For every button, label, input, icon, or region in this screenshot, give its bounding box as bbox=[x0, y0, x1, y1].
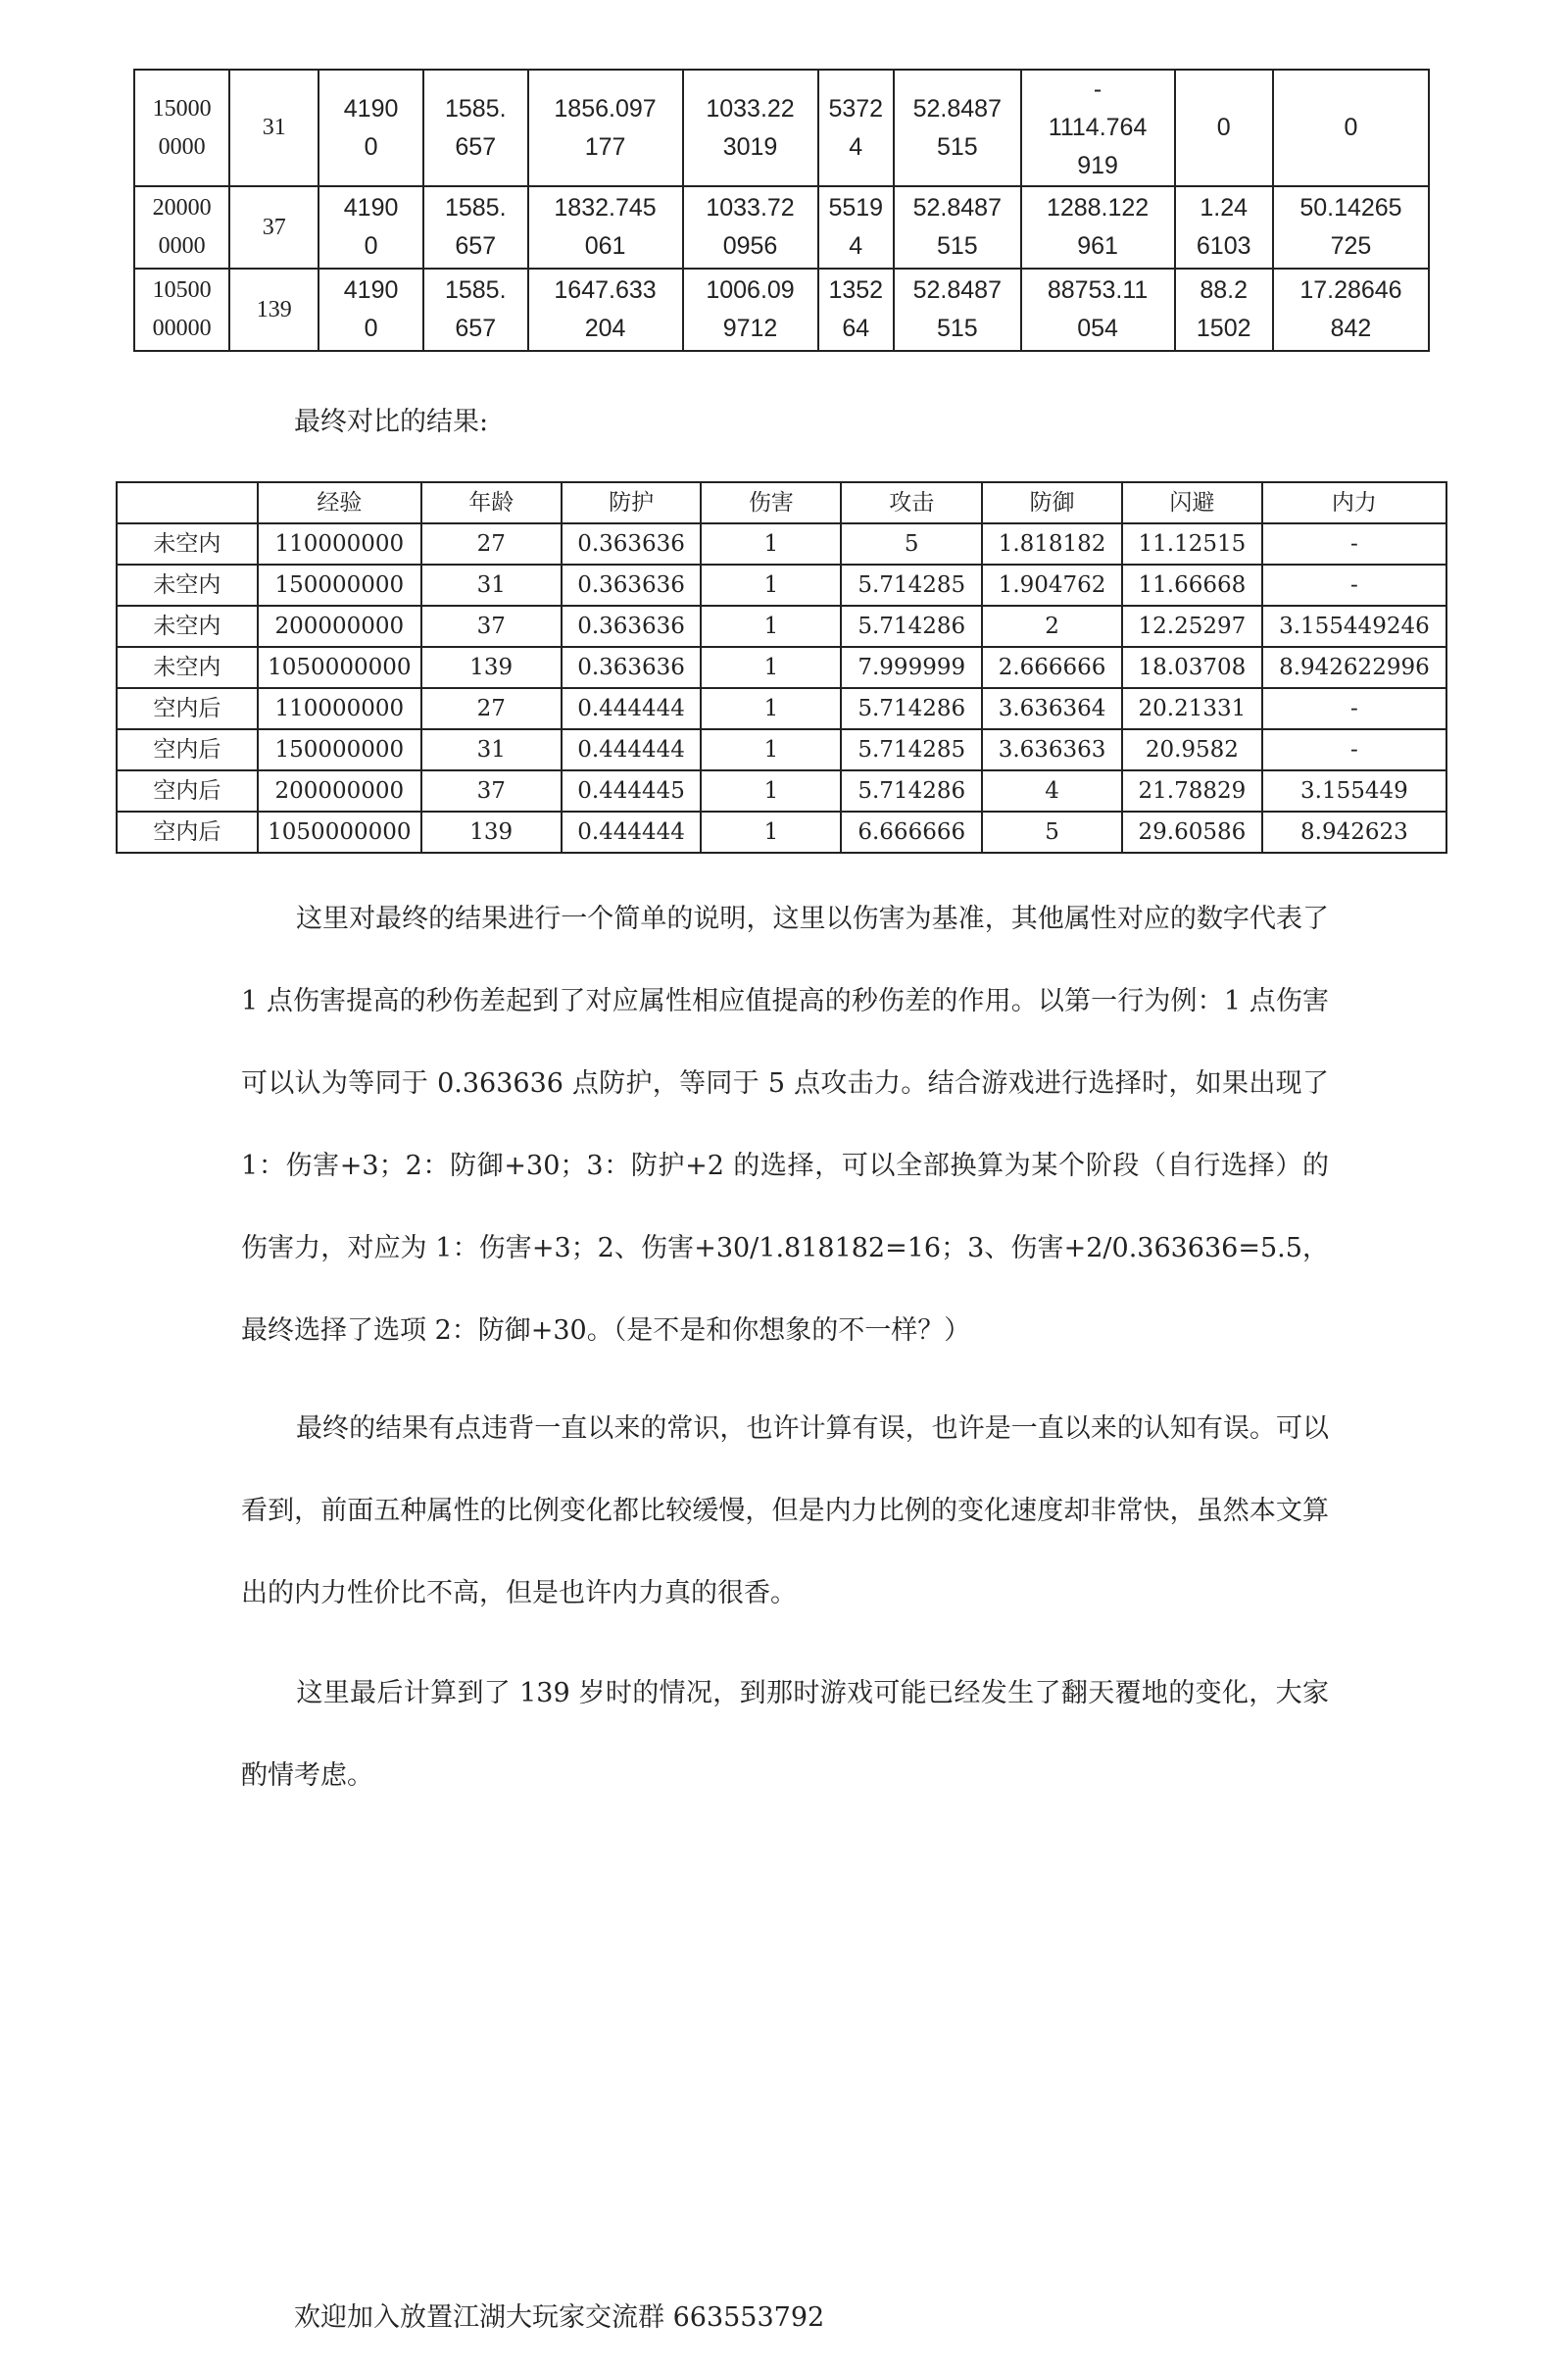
table-cell: 150000000 bbox=[258, 729, 421, 770]
table-cell: 1288.122 961 bbox=[1021, 186, 1175, 269]
table-cell: 1 bbox=[701, 565, 841, 606]
table-cell: 37 bbox=[421, 770, 562, 812]
table-cell: 1050000000 bbox=[258, 812, 421, 853]
table-cell: 0.363636 bbox=[562, 565, 702, 606]
table-cell: 2.666666 bbox=[982, 647, 1122, 688]
table-cell: 52.8487 515 bbox=[894, 70, 1021, 186]
table-cell: 1.24 6103 bbox=[1175, 186, 1273, 269]
table-row bbox=[134, 269, 1429, 351]
table-cell: 空内后 bbox=[117, 688, 258, 729]
table-cell: 15000 0000 bbox=[134, 70, 229, 186]
table-cell: 1 bbox=[701, 688, 841, 729]
table-cell: 4 bbox=[982, 770, 1122, 812]
table-cell: 1 bbox=[701, 606, 841, 647]
table-cell: 5372 4 bbox=[818, 70, 894, 186]
table-cell: 4190 0 bbox=[318, 269, 423, 351]
table-cell: 8.942623 bbox=[1262, 812, 1446, 853]
table-cell: 139 bbox=[421, 647, 562, 688]
table-cell: 5.714286 bbox=[841, 688, 982, 729]
table-cell: 1585. 657 bbox=[423, 70, 528, 186]
table-cell: 1352 64 bbox=[818, 269, 894, 351]
table-cell: 200000000 bbox=[258, 770, 421, 812]
table-cell: 29.60586 bbox=[1122, 812, 1262, 853]
table-cell: 20.21331 bbox=[1122, 688, 1262, 729]
table-cell: 1585. 657 bbox=[423, 269, 528, 351]
table-cell: 1 bbox=[701, 812, 841, 853]
table-cell: 11.66668 bbox=[1122, 565, 1262, 606]
column-header: 防护 bbox=[562, 482, 702, 523]
table-cell: 88753.11 054 bbox=[1021, 269, 1175, 351]
column-header: 防御 bbox=[982, 482, 1122, 523]
table-row bbox=[117, 647, 1446, 688]
table-cell: 0.444444 bbox=[562, 729, 702, 770]
paragraph-observation: 最终的结果有点违背一直以来的常识，也许计算有误，也许是一直以来的认知有误。可以看到，前面五种属性的比例变化都比较缓慢，但是内力比例的变化速度却非常快，虽然本文算出的内力性价比不高，但是也许内力真的很香。 bbox=[241, 1413, 1329, 1608]
table-cell: 31 bbox=[421, 729, 562, 770]
table-cell: 1033.72 0956 bbox=[683, 186, 818, 269]
table-cell: 139 bbox=[421, 812, 562, 853]
table-cell: 空内后 bbox=[117, 770, 258, 812]
table-cell: 5.714286 bbox=[841, 606, 982, 647]
column-header: 经验 bbox=[258, 482, 421, 523]
table-row bbox=[117, 606, 1446, 647]
table-row bbox=[117, 688, 1446, 729]
table-cell: 27 bbox=[421, 688, 562, 729]
table-row bbox=[134, 70, 1429, 186]
table-cell: 1832.745 061 bbox=[528, 186, 683, 269]
table-cell: 5.714285 bbox=[841, 729, 982, 770]
table-cell: 88.2 1502 bbox=[1175, 269, 1273, 351]
table-cell: 0.444444 bbox=[562, 812, 702, 853]
table-row bbox=[117, 729, 1446, 770]
table-cell: 0 bbox=[1273, 70, 1429, 186]
table-cell: 未空内 bbox=[117, 565, 258, 606]
table-cell: 8.942622996 bbox=[1262, 647, 1446, 688]
table-cell: 1647.633 204 bbox=[528, 269, 683, 351]
table-cell: 139 bbox=[229, 269, 318, 351]
table-cell: 1050000000 bbox=[258, 647, 421, 688]
table-cell: 3.636364 bbox=[982, 688, 1122, 729]
table-cell: 3.155449 bbox=[1262, 770, 1446, 812]
table-cell: 5.714285 bbox=[841, 565, 982, 606]
table-row bbox=[117, 770, 1446, 812]
table-cell: 1856.097 177 bbox=[528, 70, 683, 186]
column-header: 闪避 bbox=[1122, 482, 1262, 523]
footer-group-invite: 欢迎加入放置江湖大玩家交流群 663553792 bbox=[294, 2302, 825, 2333]
table-cell: 12.25297 bbox=[1122, 606, 1262, 647]
table-row bbox=[117, 565, 1446, 606]
column-header bbox=[117, 482, 258, 523]
table-cell: 110000000 bbox=[258, 523, 421, 565]
table-header-row bbox=[117, 482, 1446, 523]
comparison-table bbox=[116, 481, 1447, 854]
table-cell: 4190 0 bbox=[318, 70, 423, 186]
table-cell: 0.444444 bbox=[562, 688, 702, 729]
column-header: 内力 bbox=[1262, 482, 1446, 523]
table-cell: 6.666666 bbox=[841, 812, 982, 853]
table-cell: 未空内 bbox=[117, 523, 258, 565]
table-cell: - 1114.764 919 bbox=[1021, 70, 1175, 186]
column-header: 攻击 bbox=[841, 482, 982, 523]
table-cell: 1 bbox=[701, 647, 841, 688]
table-cell: 7.999999 bbox=[841, 647, 982, 688]
table-cell: - bbox=[1262, 523, 1446, 565]
table-cell: - bbox=[1262, 565, 1446, 606]
table-cell: 10500 00000 bbox=[134, 269, 229, 351]
section-heading: 最终对比的结果: bbox=[294, 407, 489, 437]
table-cell: 1.818182 bbox=[982, 523, 1122, 565]
table-cell: 3.155449246 bbox=[1262, 606, 1446, 647]
table-cell: 5 bbox=[841, 523, 982, 565]
column-header: 年龄 bbox=[421, 482, 562, 523]
table-cell: 1585. 657 bbox=[423, 186, 528, 269]
table-cell: 37 bbox=[421, 606, 562, 647]
table-cell: 52.8487 515 bbox=[894, 269, 1021, 351]
paragraph-conclusion: 这里最后计算到了 139 岁时的情况，到那时游戏可能已经发生了翻天覆地的变化，大家酌情考虑。 bbox=[241, 1678, 1329, 1791]
table-cell: 50.14265 725 bbox=[1273, 186, 1429, 269]
table-row bbox=[117, 812, 1446, 853]
table-cell: 5 bbox=[982, 812, 1122, 853]
table-cell: 4190 0 bbox=[318, 186, 423, 269]
table-cell: 31 bbox=[229, 70, 318, 186]
table-cell: 0 bbox=[1175, 70, 1273, 186]
table-cell: - bbox=[1262, 688, 1446, 729]
table-cell: 20.9582 bbox=[1122, 729, 1262, 770]
table-cell: 37 bbox=[229, 186, 318, 269]
table-cell: 200000000 bbox=[258, 606, 421, 647]
table-cell: 3.636363 bbox=[982, 729, 1122, 770]
table-cell: 1 bbox=[701, 523, 841, 565]
paragraph-explanation: 这里对最终的结果进行一个简单的说明，这里以伤害为基准，其他属性对应的数字代表了 1 点伤害提高的秒伤差起到了对应属性相应值提高的秒伤差的作用。以第一行为例：1 点伤害可以认为等同于 0.363636 点防护，等同于 5 点攻击力。结合游戏进行选择时，如果出现了 1：伤害+3；2：防御+30；3：防护+2 的选择，可以全部换算为某个阶段（自行选择）的伤害力，对应为 1：伤害+3；2、伤害+30/1.818182=16；3、伤害+2/0.363636=5.5，最终选择了选项 2：防御+30。（是不是和你想象的不一样？） bbox=[241, 904, 1329, 1346]
table-cell: 未空内 bbox=[117, 647, 258, 688]
table-cell: 0.363636 bbox=[562, 523, 702, 565]
table-cell: 1.904762 bbox=[982, 565, 1122, 606]
table-cell: 0.444445 bbox=[562, 770, 702, 812]
table-cell: 2 bbox=[982, 606, 1122, 647]
table-cell: 未空内 bbox=[117, 606, 258, 647]
table-cell: 52.8487 515 bbox=[894, 186, 1021, 269]
table-cell: 31 bbox=[421, 565, 562, 606]
table-cell: 110000000 bbox=[258, 688, 421, 729]
table-cell: 1006.09 9712 bbox=[683, 269, 818, 351]
table-cell: - bbox=[1262, 729, 1446, 770]
table-cell: 1033.22 3019 bbox=[683, 70, 818, 186]
table-row bbox=[134, 186, 1429, 269]
table-cell: 1 bbox=[701, 770, 841, 812]
table-cell: 18.03708 bbox=[1122, 647, 1262, 688]
data-table-continuation bbox=[133, 69, 1430, 352]
table-cell: 17.28646 842 bbox=[1273, 269, 1429, 351]
table-cell: 空内后 bbox=[117, 729, 258, 770]
table-cell: 20000 0000 bbox=[134, 186, 229, 269]
column-header: 伤害 bbox=[701, 482, 841, 523]
table-cell: 空内后 bbox=[117, 812, 258, 853]
table-cell: 0.363636 bbox=[562, 606, 702, 647]
table-cell: 5.714286 bbox=[841, 770, 982, 812]
table-cell: 5519 4 bbox=[818, 186, 894, 269]
table-cell: 1 bbox=[701, 729, 841, 770]
table-row bbox=[117, 523, 1446, 565]
table-cell: 21.78829 bbox=[1122, 770, 1262, 812]
table-cell: 27 bbox=[421, 523, 562, 565]
table-cell: 11.12515 bbox=[1122, 523, 1262, 565]
table-cell: 150000000 bbox=[258, 565, 421, 606]
table-cell: 0.363636 bbox=[562, 647, 702, 688]
